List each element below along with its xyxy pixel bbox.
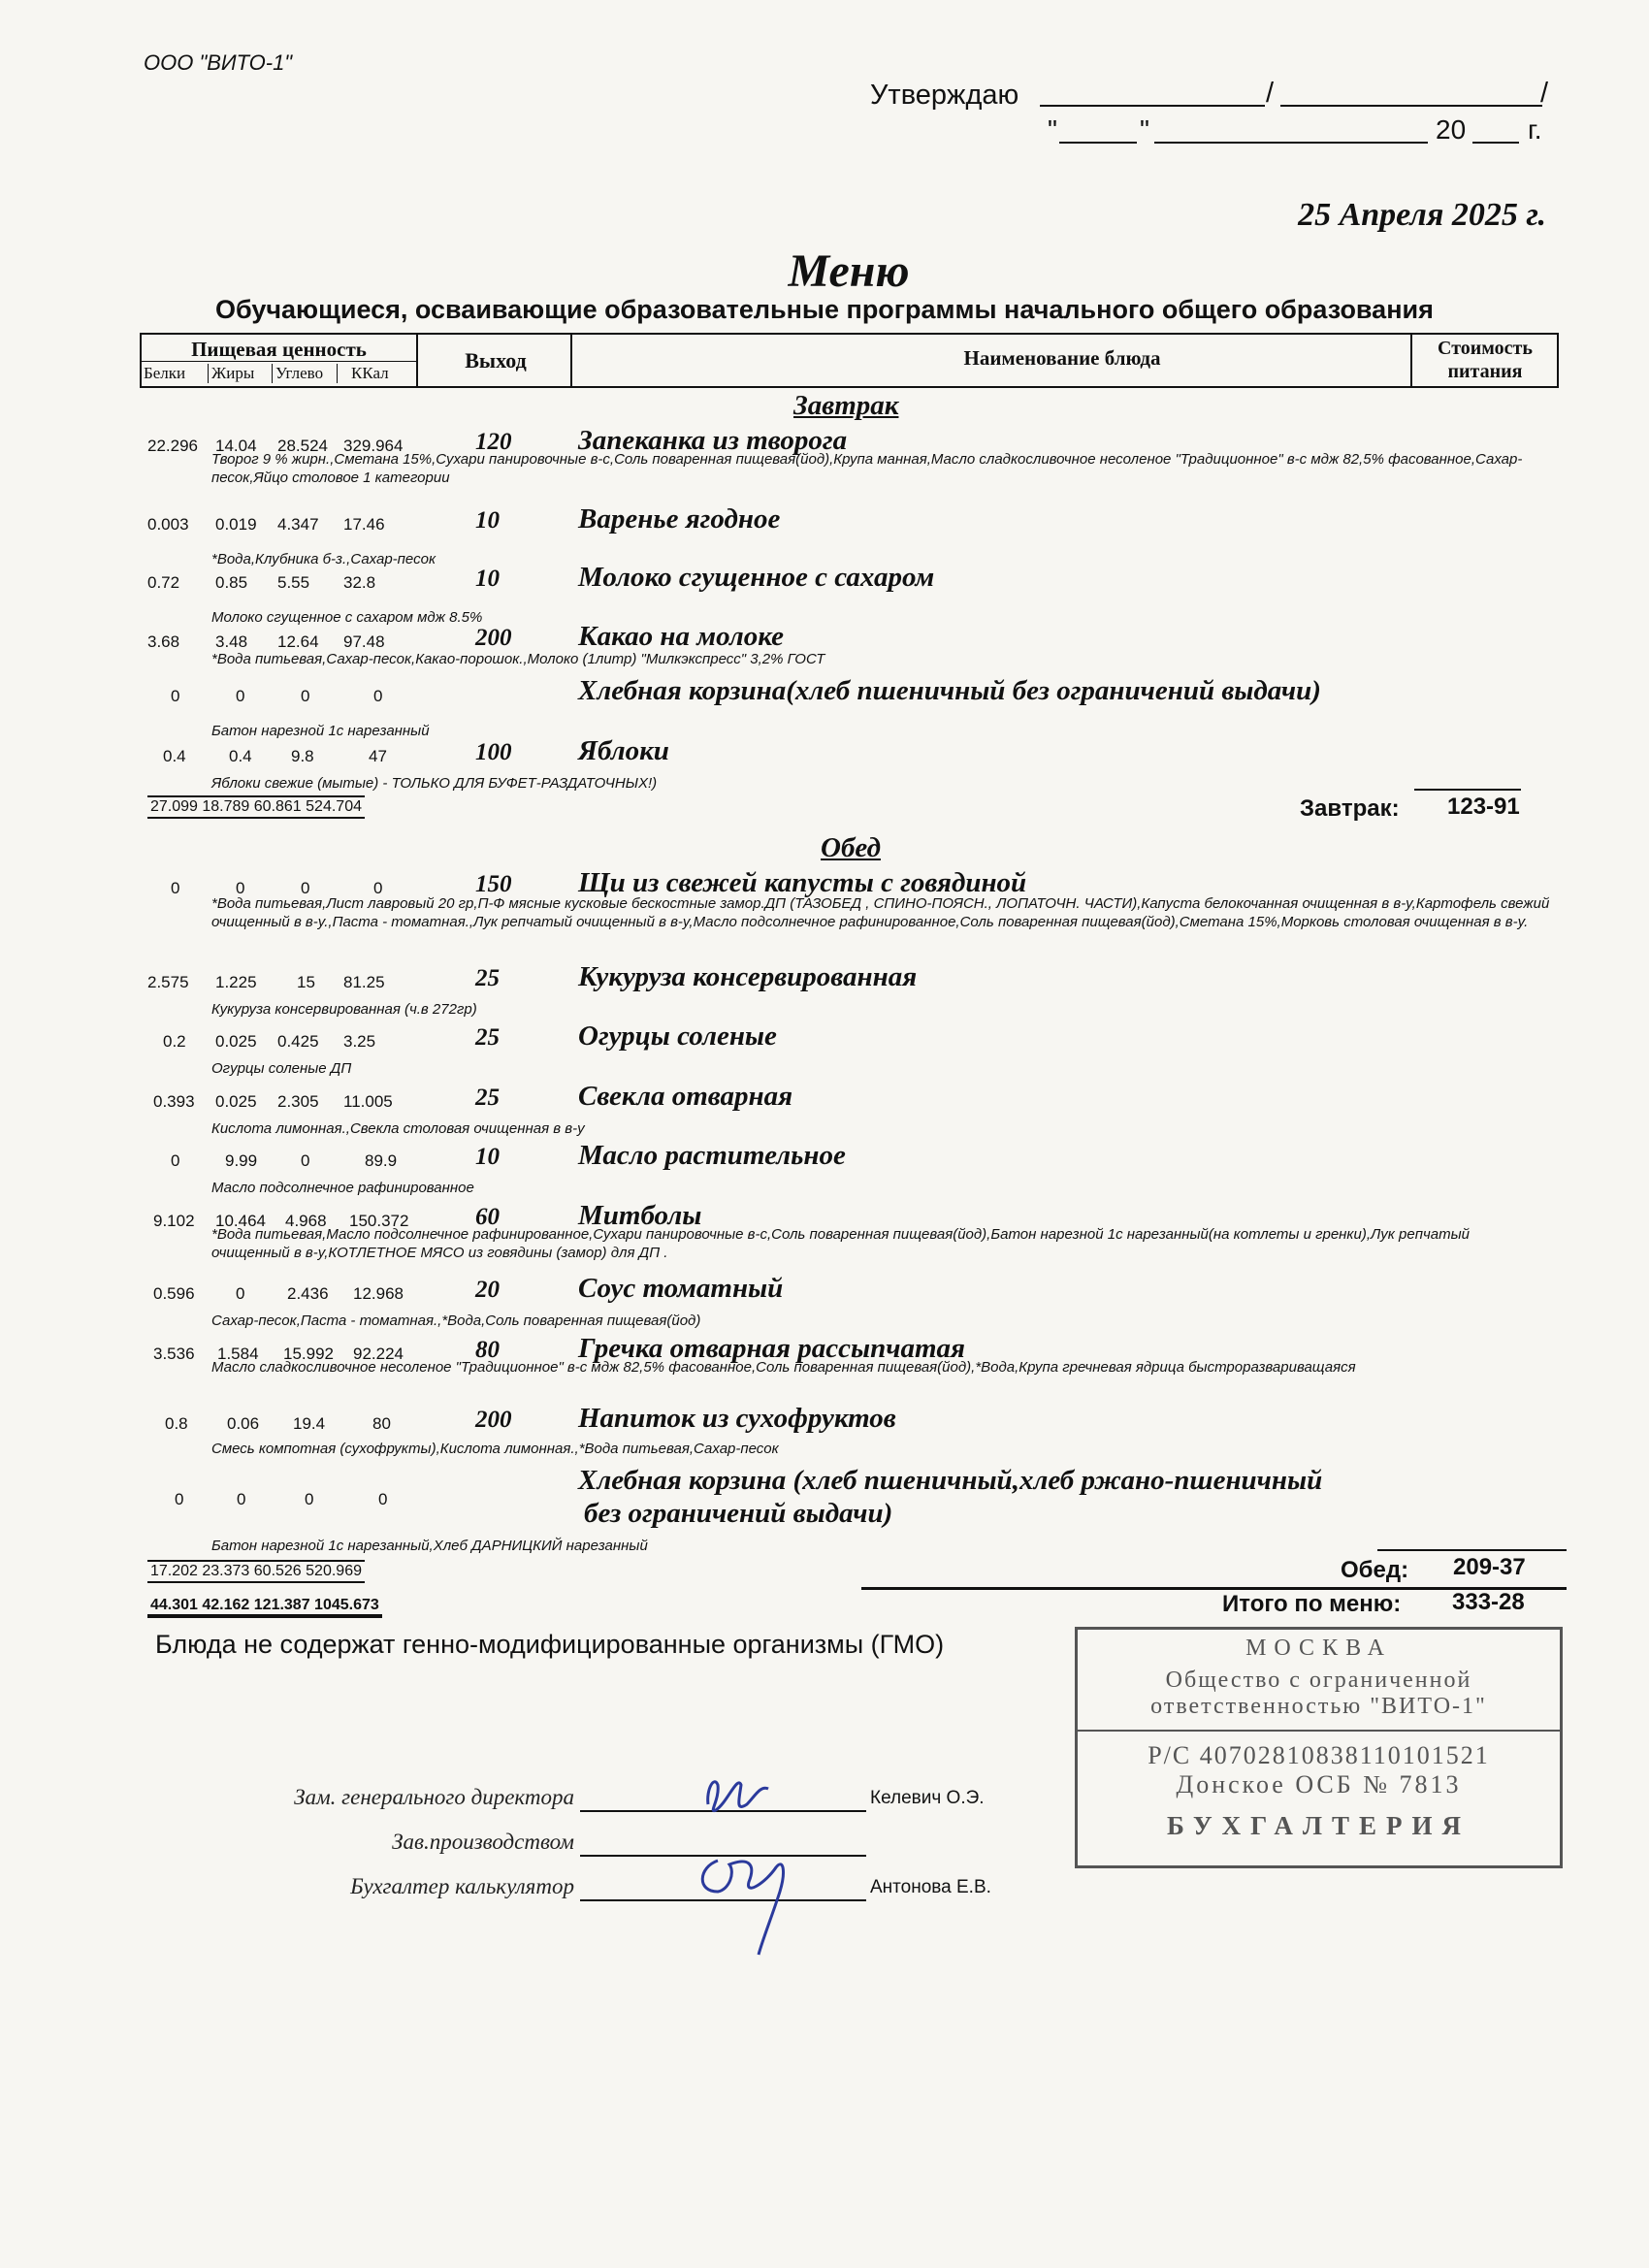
carbs: 0	[305, 1490, 314, 1508]
ingredients: *Вода питьевая,Сахар-песок,Какао-порошок.,Молоко (1литр) "Милкэкспресс" 3,2% ГОСТ	[211, 651, 825, 667]
fat: 0.025	[215, 1092, 257, 1111]
fat: 0.019	[215, 515, 257, 534]
dish-name: Гречка отварная рассыпчатая	[578, 1333, 965, 1364]
header-protein: Белки	[144, 364, 186, 382]
signature-name-accountant: Антонова Е.В.	[870, 1877, 991, 1897]
output: 150	[475, 871, 512, 897]
ingredients: Сахар-песок,Паста - томатная.,*Вода,Соль поваренная пищевая(йод)	[211, 1312, 701, 1329]
dish-name: Варенье ягодное	[578, 503, 781, 535]
protein: 0	[171, 879, 180, 897]
protein: 0.72	[147, 573, 180, 592]
grand-total-label: Итого по меню:	[1222, 1591, 1402, 1617]
fat: 9.99	[225, 1151, 258, 1170]
kcal: 150.372	[349, 1212, 409, 1230]
fat: 0	[236, 687, 245, 705]
carbs: 2.305	[277, 1092, 319, 1111]
breakfast-cost: 123-91	[1447, 794, 1520, 820]
carbs: 0.425	[277, 1032, 319, 1051]
output: 25	[475, 1085, 500, 1111]
output: 10	[475, 566, 500, 592]
kcal: 32.8	[343, 573, 376, 592]
protein: 9.102	[153, 1212, 195, 1230]
lunch-cost-line	[1377, 1549, 1567, 1551]
lunch-row	[0, 1333, 1649, 1397]
protein: 2.575	[147, 973, 189, 991]
approve-line-1	[1040, 105, 1265, 107]
signature-name-deputy: Келевич О.Э.	[870, 1788, 985, 1808]
approve-year-suffix: г.	[1528, 114, 1542, 145]
kcal: 80	[372, 1414, 391, 1433]
output: 10	[475, 507, 500, 534]
dish-name: Какао на молоке	[578, 621, 784, 652]
lunch-nutrition-total: 17.202 23.373 60.526 520.969	[147, 1560, 365, 1583]
protein: 0.4	[163, 747, 186, 765]
signature-role-deputy: Зам. генерального директора	[294, 1785, 574, 1809]
company-stamp	[1075, 1627, 1563, 1868]
carbs: 15	[297, 973, 315, 991]
output: 120	[475, 429, 512, 455]
output: 20	[475, 1277, 500, 1303]
breakfast-nutrition-total: 27.099 18.789 60.861 524.704	[147, 795, 365, 819]
fat: 14.04	[215, 437, 257, 455]
lunch-row	[0, 867, 1649, 931]
dish-name-line-1: Хлебная корзина (хлеб пшеничный,хлеб ржано-пшеничный	[578, 1465, 1323, 1496]
header-output: Выход	[465, 348, 527, 373]
lunch-row	[0, 961, 1649, 1025]
carbs: 9.8	[291, 747, 314, 765]
dish-name: Масло растительное	[578, 1140, 846, 1171]
breakfast-row	[0, 562, 1649, 626]
kcal: 92.224	[353, 1345, 404, 1363]
signature-role-accountant: Бухгалтер калькулятор	[350, 1874, 574, 1898]
output: 25	[475, 965, 500, 991]
breakfast-cost-line	[1414, 789, 1521, 791]
carbs: 28.524	[277, 437, 328, 455]
ingredients: Масло сладкосливочное несоленое "Традиционное" в-с мдж 82,5% фасованное,Соль поваренная пищевая(йод),*Вода,Крупа гречневая ядрица быстроразвариващаяся	[211, 1359, 1356, 1376]
kcal: 0	[373, 687, 383, 705]
fat: 0	[237, 1490, 246, 1508]
approve-label: Утверждаю	[870, 80, 1019, 111]
lunch-bread-row	[0, 1465, 1649, 1552]
lunch-row	[0, 1273, 1649, 1337]
breakfast-row	[0, 735, 1649, 799]
header-cost: Стоимость питания	[1438, 338, 1533, 382]
carbs: 5.55	[277, 573, 310, 592]
ingredients: Батон нарезной 1с нарезанный	[211, 723, 430, 739]
lunch-row	[0, 1081, 1649, 1145]
dish-name: Щи из свежей капусты с говядиной	[578, 867, 1027, 898]
page-title: Меню	[788, 245, 910, 297]
kcal: 12.968	[353, 1284, 404, 1303]
page-subtitle: Обучающиеся, осваивающие образовательные программы начального общего образования	[215, 295, 1434, 324]
gmo-note: Блюда не содержат генно-модифицированные организмы (ГМО)	[155, 1630, 945, 1659]
breakfast-row	[0, 425, 1649, 489]
stamp-bank: Донское ОСБ № 7813	[1176, 1770, 1462, 1798]
ingredients: *Вода питьевая,Лист лавровый 20 гр,П-Ф мясные кусковые бескостные замор.ДП (ТАЗОБЕД , СПИНО-ПОЯСН., ЛОПАТОЧН. ЧАСТИ),Капуста белокочанная очищенная в в-у,Картофель свежий очищенный в в-у.,Паста - томатная.,Лук репчатый очищенный в в-у,Масло подсолнечное рафинированное,Соль поваренная пищевая(йод),Сметана 15%,Морковь столовая очищенная в в-у.	[211, 895, 1550, 930]
lunch-row	[0, 1200, 1649, 1264]
output: 100	[475, 739, 512, 765]
lunch-row	[0, 1403, 1649, 1467]
ingredients: Творог 9 % жирн.,Сметана 15%,Сухари панировочные в-с,Соль поваренная пищевая(йод),Крупа манная,Масло сладкосливочное несоленое "Традиционное" в-с мдж 82,5% фасованное,Сахар-песок,Яйцо столовое 1 категории	[211, 451, 1523, 486]
protein: 22.296	[147, 437, 198, 455]
kcal: 47	[369, 747, 387, 765]
header-dish-name: Наименование блюда	[963, 346, 1161, 370]
fat: 1.225	[215, 973, 257, 991]
breakfast-row	[0, 675, 1649, 739]
dish-name: Соус томатный	[578, 1273, 784, 1304]
ingredients: Кукуруза консервированная (ч.в 272гр)	[211, 1001, 477, 1018]
section-lunch: Обед	[821, 832, 881, 863]
protein: 0.393	[153, 1092, 195, 1111]
carbs: 2.436	[287, 1284, 329, 1303]
stamp-line-1: Общество с ограниченной	[1165, 1668, 1472, 1693]
protein: 0.2	[163, 1032, 186, 1051]
stamp-city: МОСКВА	[1245, 1636, 1392, 1661]
ingredients: Батон нарезной 1с нарезанный,Хлеб ДАРНИЦКИЙ нарезанный	[211, 1538, 648, 1554]
protein: 0.003	[147, 515, 189, 534]
organization-name: ООО "ВИТО-1"	[144, 50, 293, 75]
protein: 3.536	[153, 1345, 195, 1363]
fat: 3.48	[215, 632, 248, 651]
ingredients: *Вода,Клубника б-з.,Сахар-песок	[211, 551, 436, 567]
carbs: 0	[301, 1151, 310, 1170]
kcal: 0	[373, 879, 383, 897]
fat: 0	[236, 1284, 245, 1303]
protein: 3.68	[147, 632, 180, 651]
protein: 0	[171, 1151, 180, 1170]
header-cost-cell	[1410, 335, 1558, 386]
dish-name: Огурцы соленые	[578, 1021, 777, 1052]
header-nutrition: Пищевая ценность	[191, 338, 367, 361]
ingredients: Смесь компотная (сухофрукты),Кислота лимонная.,*Вода питьевая,Сахар-песок	[211, 1441, 779, 1457]
header-fat: Жиры	[208, 364, 254, 383]
protein: 0.8	[165, 1414, 188, 1433]
output: 25	[475, 1024, 500, 1051]
header-kcal: ККал	[337, 364, 389, 383]
kcal: 97.48	[343, 632, 385, 651]
approve-quote-close: "	[1140, 114, 1149, 145]
approve-line-2	[1280, 105, 1542, 107]
dish-name-line-2: без ограничений выдачи)	[584, 1498, 893, 1529]
breakfast-cost-label: Завтрак:	[1300, 795, 1400, 822]
output: 200	[475, 1407, 512, 1433]
kcal: 89.9	[365, 1151, 398, 1170]
header-divider	[142, 361, 416, 362]
protein: 0	[171, 687, 180, 705]
stamp-line-2: ответственностью "ВИТО-1"	[1150, 1694, 1487, 1719]
dish-name: Хлебная корзина(хлеб пшеничный без ограничений выдачи)	[578, 675, 1321, 706]
fat: 0	[236, 879, 245, 897]
ingredients: Кислота лимонная.,Свекла столовая очищенная в в-у	[211, 1120, 585, 1137]
fat: 1.584	[217, 1345, 259, 1363]
grand-total-nutrition: 44.301 42.162 121.387 1045.673	[147, 1597, 382, 1618]
carbs: 4.347	[277, 515, 319, 534]
signature-role-production: Зав.производством	[392, 1830, 574, 1854]
stamp-department: БУХГАЛТЕРИЯ	[1166, 1811, 1471, 1840]
stamp-account: Р/С 40702810838110101521	[1148, 1741, 1490, 1769]
fat: 0.4	[229, 747, 252, 765]
approve-year-line	[1472, 142, 1519, 144]
ingredients: Яблоки свежие (мытые) - ТОЛЬКО ДЛЯ БУФЕТ-РАЗДАТОЧНЫХ!)	[211, 775, 658, 792]
ingredients: Молоко сгущенное с сахаром мдж 8.5%	[211, 609, 483, 626]
menu-date: 25 Апреля 2025 г.	[1298, 197, 1546, 233]
lunch-cost-label: Обед:	[1341, 1557, 1409, 1583]
output: 10	[475, 1144, 500, 1170]
kcal: 81.25	[343, 973, 385, 991]
approve-day-line	[1059, 142, 1137, 144]
carbs: 12.64	[277, 632, 319, 651]
ingredients: Огурцы соленые ДП	[211, 1060, 352, 1077]
dish-name: Митболы	[578, 1200, 702, 1231]
table-header	[140, 333, 1559, 388]
grand-total-cost: 333-28	[1452, 1589, 1525, 1615]
approve-quote-open: "	[1048, 114, 1057, 145]
fat: 0.06	[227, 1414, 260, 1433]
approve-slash-2: /	[1540, 78, 1549, 109]
header-carbs: Углево	[272, 364, 323, 383]
protein: 0.596	[153, 1284, 195, 1303]
dish-name: Кукуруза консервированная	[578, 961, 918, 992]
fat: 10.464	[215, 1212, 266, 1230]
lunch-row	[0, 1140, 1649, 1204]
lunch-row	[0, 1021, 1649, 1085]
kcal: 3.25	[343, 1032, 376, 1051]
carbs: 0	[301, 879, 310, 897]
carbs: 15.992	[283, 1345, 334, 1363]
dish-name: Яблоки	[578, 735, 669, 766]
handwritten-signature-icon	[679, 1746, 815, 1960]
carbs: 4.968	[285, 1212, 327, 1230]
fat: 0.025	[215, 1032, 257, 1051]
dish-name: Свекла отварная	[578, 1081, 793, 1112]
ingredients: *Вода питьевая,Масло подсолнечное рафинированное,Сухари панировочные в-с,Соль поваренная пищевая(йод),Батон нарезной 1с нарезанный(на котлеты и гренки),Лук репчатый очищенный в в-у,КОТЛЕТНОЕ МЯСО из говядины (замор) для ДП .	[211, 1226, 1470, 1261]
dish-name: Запеканка из творога	[578, 425, 848, 456]
kcal: 17.46	[343, 515, 385, 534]
carbs: 19.4	[293, 1414, 326, 1433]
carbs: 0	[301, 687, 310, 705]
dish-name: Напиток из сухофруктов	[578, 1403, 896, 1434]
lunch-cost: 209-37	[1453, 1554, 1526, 1580]
kcal: 11.005	[343, 1092, 393, 1111]
ingredients: Масло подсолнечное рафинированное	[211, 1180, 474, 1196]
section-breakfast: Завтрак	[793, 390, 899, 421]
fat: 0.85	[215, 573, 248, 592]
kcal: 329.964	[343, 437, 404, 455]
kcal: 0	[378, 1490, 388, 1508]
approve-month-line	[1154, 142, 1428, 144]
approve-slash-1: /	[1266, 78, 1275, 109]
protein: 0	[175, 1490, 184, 1508]
breakfast-row	[0, 503, 1649, 567]
output: 200	[475, 625, 512, 651]
output: 80	[475, 1337, 500, 1363]
approve-year-prefix: 20	[1436, 114, 1467, 145]
dish-name: Молоко сгущенное с сахаром	[578, 562, 935, 593]
output: 60	[475, 1204, 500, 1230]
